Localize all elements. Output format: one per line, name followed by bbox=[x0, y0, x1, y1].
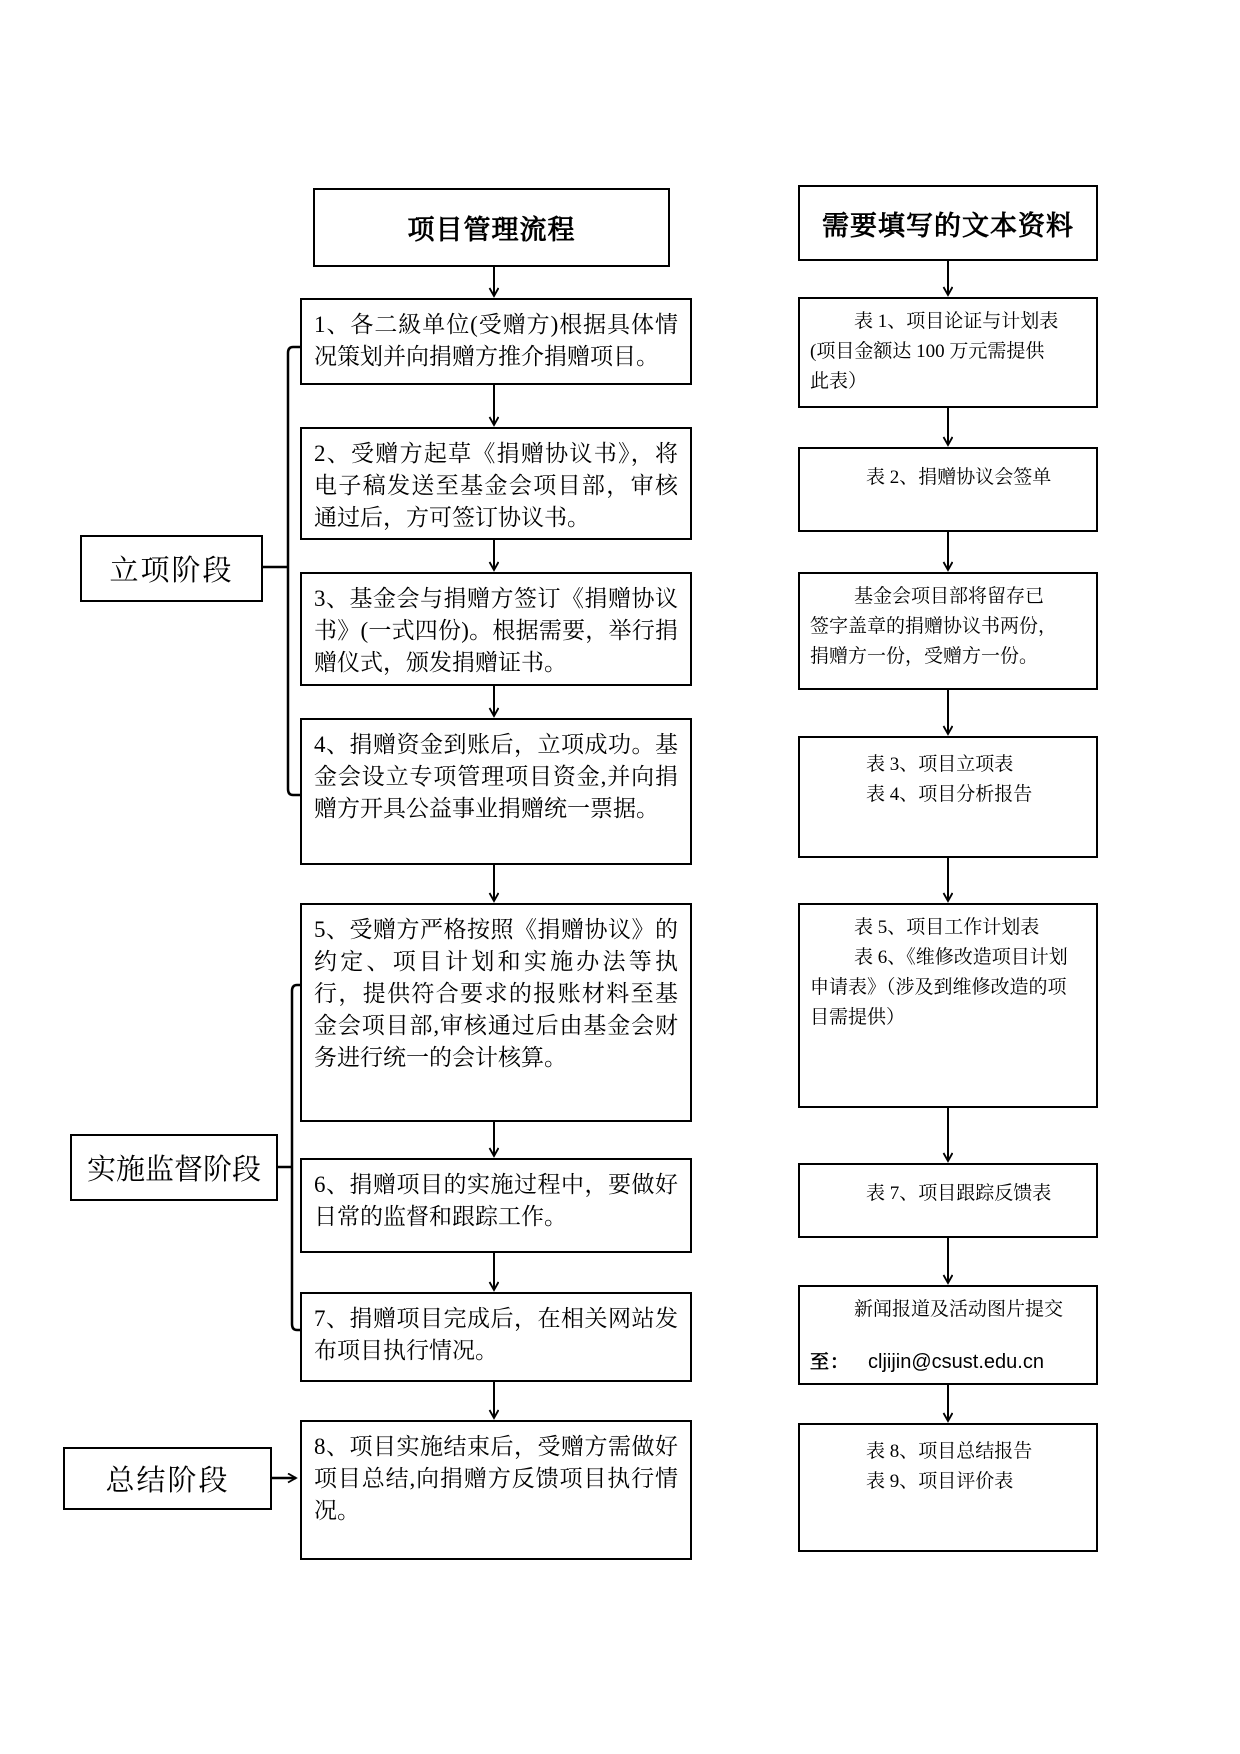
form-box-table8-line: 表 8、项目总结报告 bbox=[866, 1441, 1033, 1462]
process-step-5-text: 5、受赠方严格按照《捐赠协议》的约定、项目计划和实施办法等执行，提供符合要求的报账材料至基金会项目部,审核通过后由基金会财务进行统一的会计核算。 bbox=[314, 917, 678, 1070]
form-box-news-email-row bbox=[810, 1347, 1086, 1378]
form-box-table3-line: 表 3、项目立项表 bbox=[866, 754, 1014, 775]
form-box-news-submission bbox=[798, 1285, 1098, 1385]
stage-setup-text: 立项阶段 bbox=[109, 555, 234, 587]
process-step-1-text: 1、各二級单位(受赠方)根据具体情况策划并向捐赠方推介捐赠项目。 bbox=[314, 312, 678, 369]
process-step-4 bbox=[300, 718, 692, 865]
form-box-table4-line: 表 4、项目分析报告 bbox=[866, 784, 1033, 805]
form-box-table1-line2: (项目金额达 100 万元需提供 bbox=[810, 341, 1045, 362]
stage-supervision-label bbox=[70, 1134, 278, 1201]
stage2-bracket bbox=[278, 985, 300, 1330]
stage-summary-text: 总结阶段 bbox=[105, 1465, 230, 1497]
process-step-2 bbox=[300, 427, 692, 540]
process-step-8 bbox=[300, 1420, 692, 1560]
forms-column-header bbox=[798, 185, 1098, 261]
form-box-table2 bbox=[798, 447, 1098, 532]
form-box-table8-9 bbox=[798, 1423, 1098, 1552]
form-box-table7-line: 表 7、项目跟踪反馈表 bbox=[866, 1183, 1052, 1204]
process-step-4-text: 4、捐赠资金到账后，立项成功。基金会设立专项管理项目资金,并向捐赠方开具公益事业捐赠统一票据。 bbox=[314, 732, 678, 821]
email-address: cljijin@csust.edu.cn bbox=[868, 1351, 1044, 1373]
process-step-3-text: 3、基金会与捐赠方签订《捐赠协议书》(一式四份)。根据需要，举行捐赠仪式，颁发捐赠证书。 bbox=[314, 586, 678, 675]
form-box-table1 bbox=[798, 297, 1098, 408]
form-box-table5-line: 表 5、项目工作计划表 bbox=[854, 917, 1040, 938]
form-box-table9-line: 表 9、项目评价表 bbox=[866, 1471, 1014, 1492]
process-step-1 bbox=[300, 298, 692, 385]
form-box-table3-4 bbox=[798, 736, 1098, 858]
process-step-3 bbox=[300, 572, 692, 686]
process-step-7 bbox=[300, 1292, 692, 1382]
form-box-table1-line1: 表 1、项目论证与计划表 bbox=[854, 311, 1059, 332]
form-box-table1-line3: 此表） bbox=[810, 371, 868, 392]
form-box-table5-6 bbox=[798, 903, 1098, 1108]
form-box-news-line1: 新闻报道及活动图片提交 bbox=[854, 1299, 1064, 1320]
email-prefix: 至： bbox=[810, 1352, 851, 1373]
form-box-agreement-line3: 捐赠方一份，受赠方一份。 bbox=[810, 646, 1039, 667]
stage1-bracket bbox=[263, 347, 300, 795]
stage-setup-label bbox=[80, 535, 263, 602]
form-box-table6-line1: 表 6、《维修改造项目计划 bbox=[854, 947, 1068, 968]
form-box-agreement-line2: 签字盖章的捐赠协议书两份， bbox=[810, 616, 1058, 637]
process-step-6-text: 6、捐赠项目的实施过程中，要做好日常的监督和跟踪工作。 bbox=[314, 1172, 678, 1229]
process-step-8-text: 8、项目实施结束后，受赠方需做好项目总结,向捐赠方反馈项目执行情况。 bbox=[314, 1434, 678, 1523]
form-box-table7 bbox=[798, 1163, 1098, 1238]
forms-column-title: 需要填写的文本资料 bbox=[822, 210, 1074, 241]
process-step-2-text: 2、受赠方起草《捐赠协议书》，将电子稿发送至基金会项目部，审核通过后，方可签订协议书。 bbox=[314, 441, 678, 530]
process-column-title: 项目管理流程 bbox=[407, 215, 576, 245]
form-box-agreement-line1: 基金会项目部将留存已 bbox=[854, 586, 1045, 607]
process-step-7-text: 7、捐赠项目完成后，在相关网站发布项目执行情况。 bbox=[314, 1306, 678, 1363]
form-box-table6-line2: 申请表》（涉及到维修改造的项 bbox=[810, 977, 1067, 998]
process-step-6 bbox=[300, 1158, 692, 1253]
form-box-table2-line1: 表 2、捐赠协议会签单 bbox=[866, 467, 1052, 488]
process-column-header bbox=[313, 188, 670, 267]
form-box-table6-line3: 目需提供） bbox=[810, 1007, 906, 1028]
stage-summary-label bbox=[63, 1447, 272, 1510]
form-box-agreement-copies bbox=[798, 572, 1098, 690]
process-step-5 bbox=[300, 903, 692, 1122]
stage-supervision-text: 实施监督阶段 bbox=[86, 1154, 261, 1186]
